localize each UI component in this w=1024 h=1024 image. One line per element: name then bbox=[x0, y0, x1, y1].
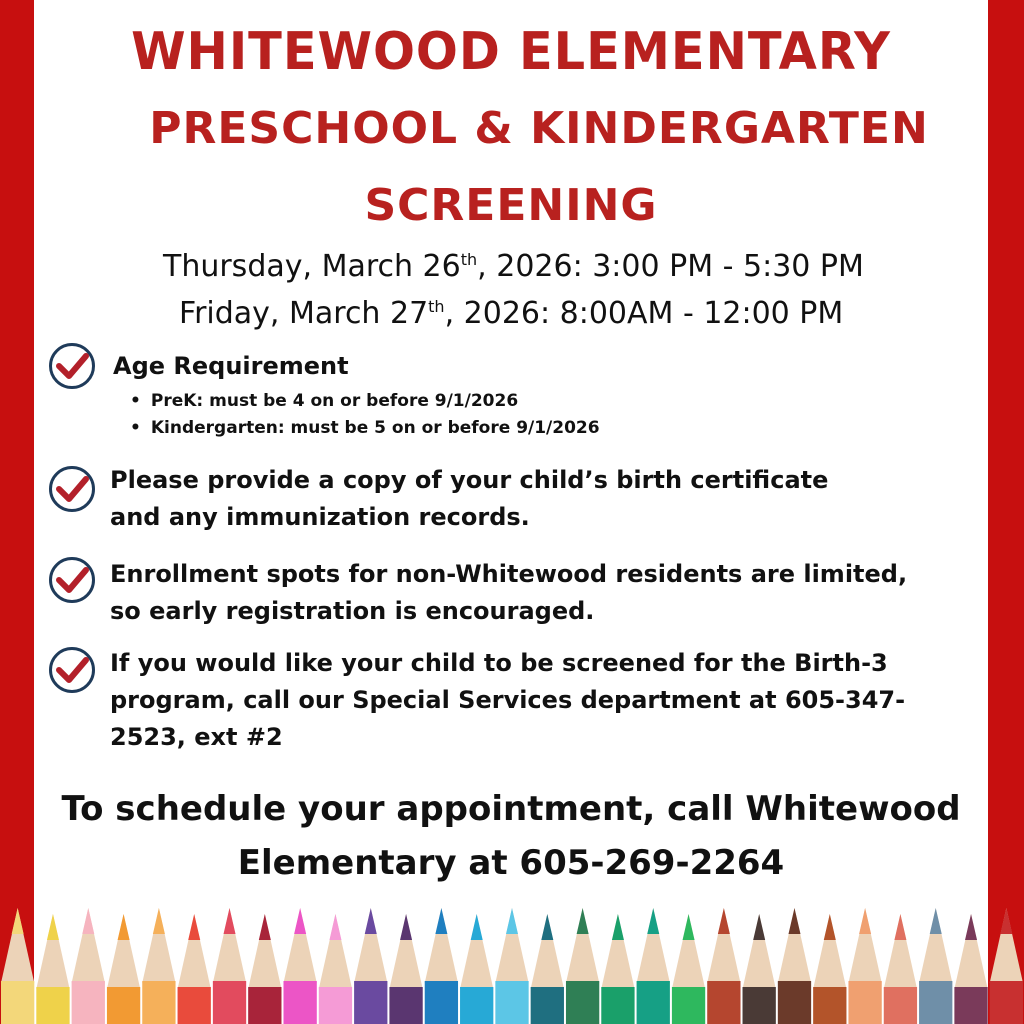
pencil bbox=[813, 914, 846, 1024]
date-time: , 2026: 3:00 PM - 5:30 PM bbox=[477, 249, 864, 284]
program-title: PRESCHOOL & KINDERGARTEN bbox=[149, 103, 929, 154]
pencil bbox=[1, 908, 34, 1024]
pencil bbox=[637, 908, 670, 1024]
pencil bbox=[283, 908, 316, 1024]
date-text: Thursday, March 26 bbox=[163, 249, 461, 284]
pencil bbox=[707, 908, 740, 1024]
colored-pencils-image bbox=[0, 900, 1024, 1024]
item-line: so early registration is encouraged. bbox=[110, 597, 595, 625]
pencil bbox=[954, 914, 987, 1024]
pencil bbox=[72, 908, 105, 1024]
pencil bbox=[142, 908, 175, 1024]
schedule-footer bbox=[34, 782, 988, 890]
item-line: 2523, ext #2 bbox=[110, 723, 283, 751]
pencil bbox=[460, 914, 493, 1024]
date-text: Friday, March 27 bbox=[179, 296, 429, 331]
pencil bbox=[848, 908, 881, 1024]
bullet-prek: • PreK: must be 4 on or before 9/1/2026 bbox=[130, 388, 600, 415]
pencil bbox=[884, 914, 917, 1024]
pencil bbox=[319, 914, 352, 1024]
pencil bbox=[990, 908, 1023, 1024]
pencil bbox=[213, 908, 246, 1024]
school-title: WHITEWOOD ELEMENTARY bbox=[131, 22, 891, 82]
date-friday bbox=[179, 296, 843, 331]
pencil bbox=[672, 914, 705, 1024]
age-heading: Age Requirement bbox=[113, 352, 349, 380]
pencil bbox=[354, 908, 387, 1024]
age-bullets bbox=[130, 388, 600, 442]
checkmark-icon bbox=[49, 466, 95, 512]
left-red-border bbox=[0, 0, 34, 1024]
checkmark-icon bbox=[49, 557, 95, 603]
pencil bbox=[919, 908, 952, 1024]
pencil bbox=[425, 908, 458, 1024]
bullet-kindergarten: • Kindergarten: must be 5 on or before 9/1/2026 bbox=[130, 415, 600, 442]
screening-title: SCREENING bbox=[364, 180, 658, 231]
item-line: If you would like your child to be screened for the Birth-3 bbox=[110, 649, 888, 677]
enrollment-item bbox=[110, 556, 907, 630]
right-red-border bbox=[988, 0, 1024, 1024]
pencil bbox=[107, 914, 140, 1024]
pencil bbox=[743, 914, 776, 1024]
date-suffix: th bbox=[428, 297, 445, 316]
pencil bbox=[178, 914, 211, 1024]
pencil bbox=[36, 914, 69, 1024]
date-thursday bbox=[163, 249, 864, 284]
item-line: and any immunization records. bbox=[110, 503, 530, 531]
pencil bbox=[389, 914, 422, 1024]
pencil bbox=[601, 914, 634, 1024]
date-suffix: th bbox=[460, 250, 478, 269]
item-line: Please provide a copy of your child’s birth certificate bbox=[110, 466, 829, 494]
pencil bbox=[531, 914, 564, 1024]
checkmark-icon bbox=[49, 343, 95, 389]
item-line: program, call our Special Services department at 605-347- bbox=[110, 686, 906, 714]
pencil bbox=[778, 908, 811, 1024]
item-line: Enrollment spots for non-Whitewood residents are limited, bbox=[110, 560, 908, 588]
pencil bbox=[566, 908, 599, 1024]
birth-3-item bbox=[110, 645, 905, 756]
pencil bbox=[248, 914, 281, 1024]
pencil bbox=[495, 908, 528, 1024]
checkmark-icon bbox=[49, 647, 95, 693]
footer-line: Elementary at 605-269-2264 bbox=[237, 843, 785, 883]
birth-certificate-item bbox=[110, 462, 828, 536]
date-time: , 2026: 8:00AM - 12:00 PM bbox=[444, 296, 844, 331]
footer-line: To schedule your appointment, call Whitewood bbox=[61, 789, 961, 829]
